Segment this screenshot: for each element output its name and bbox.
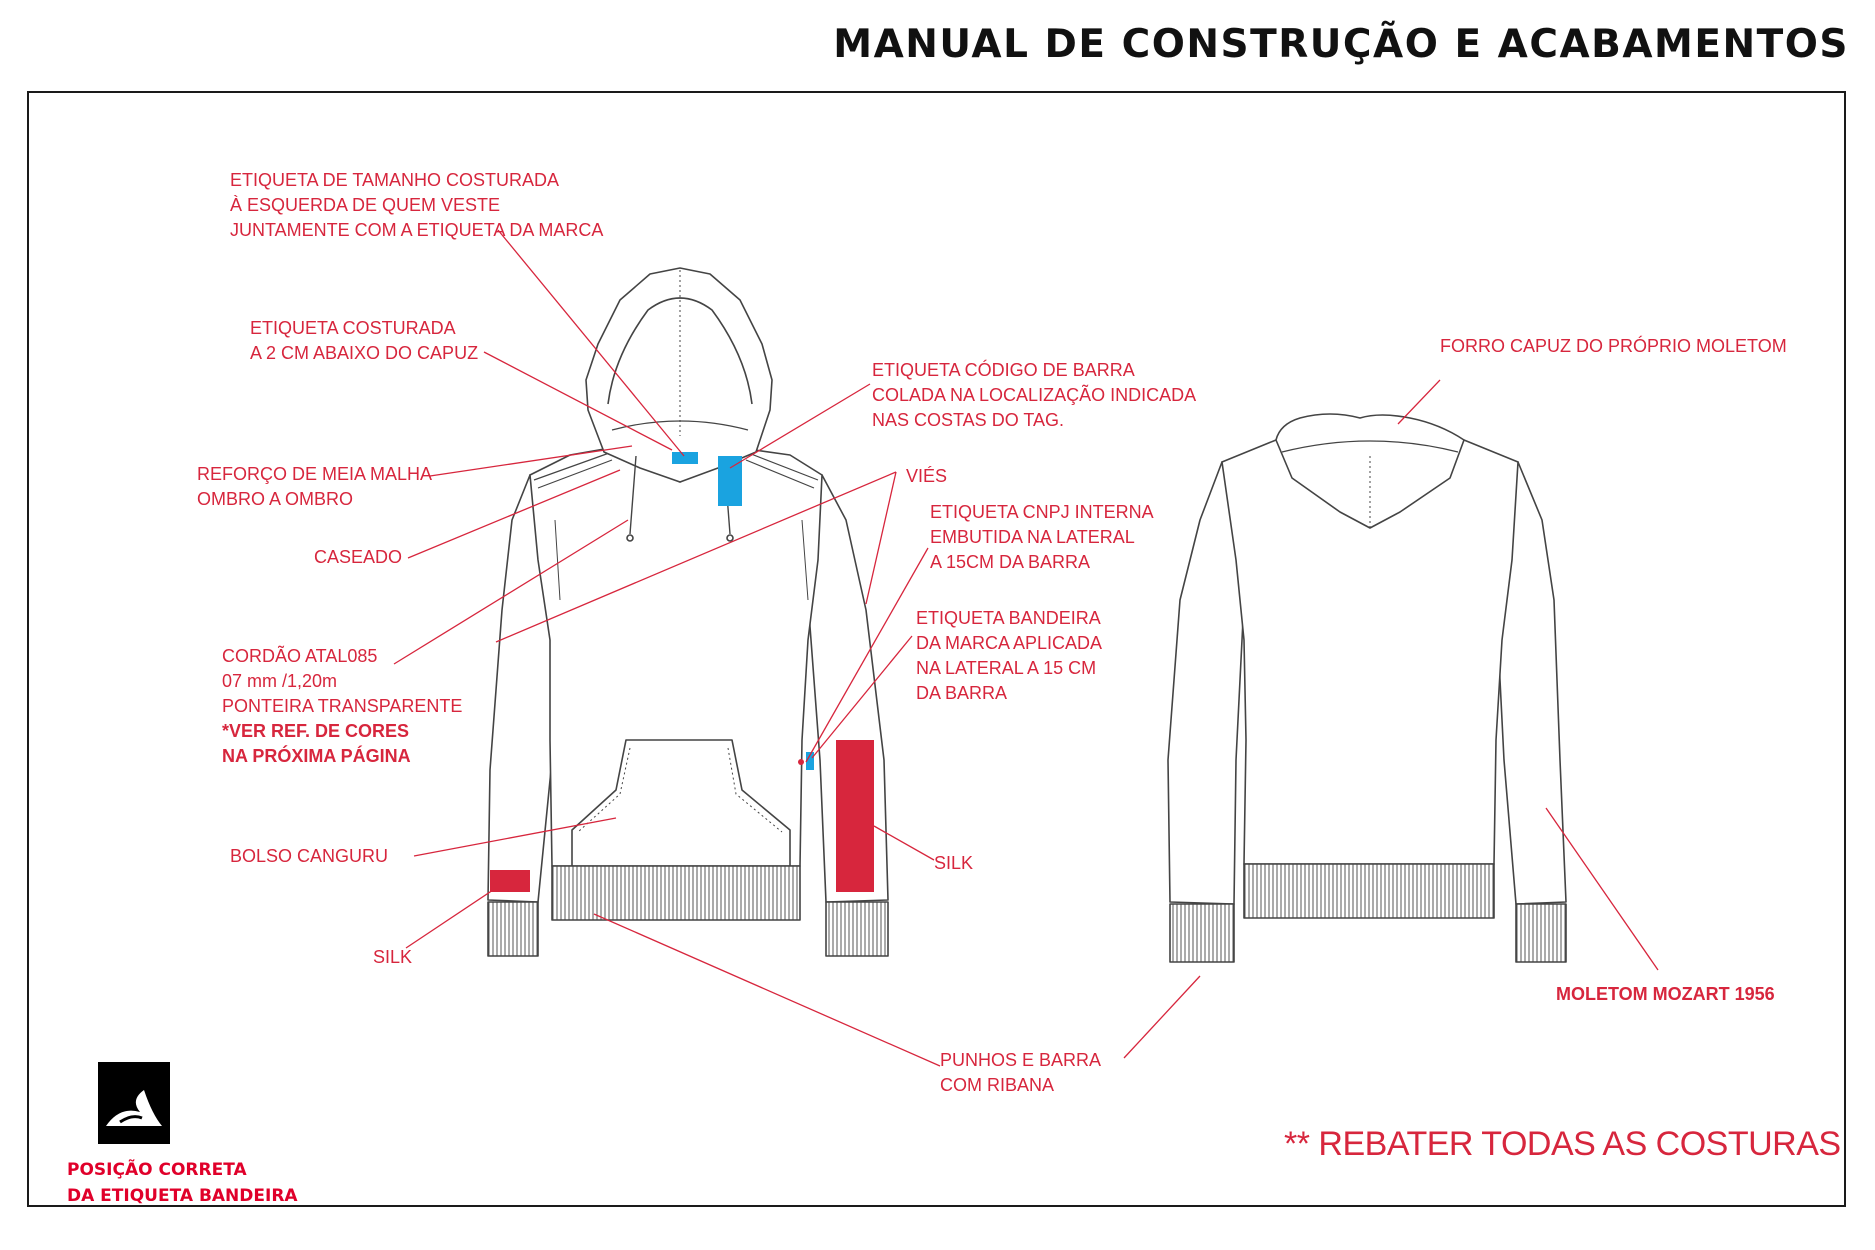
wave-mountain-logo-icon [98,1062,170,1144]
callout-kangaroo-pocket: BOLSO CANGURU [230,846,389,866]
back-hem-band [1244,864,1494,918]
callout-cnpj-label: ETIQUETA CNPJ INTERNA EMBUTIDA NA LATERAL A 15CM DA BARRA [930,502,1154,572]
callout-hood-lining: FORRO CAPUZ DO PRÓPRIO MOLETOM [1440,336,1787,356]
callout-drawcord: CORDÃO ATAL085 07 mm /1,20m PONTEIRA TRANSPARENTE *VER REF. DE CORES NA PRÓXIMA PÁGINA [222,646,463,766]
callout-silk-right: SILK [934,853,974,873]
callout-reinforcement: REFORÇO DE MEIA MALHA OMBRO A OMBRO [197,464,433,509]
callout-silk-left: SILK [373,947,413,967]
cnpj-label-marker [798,759,804,765]
callout-bias: VIÉS [906,466,948,486]
back-left-cuff [1170,904,1234,962]
back-view [1168,414,1566,962]
front-hem-band [552,866,800,920]
callout-flag-label: ETIQUETA BANDEIRA DA MARCA APLICADA NA LATERAL A 15 CM DA BARRA [916,608,1103,703]
silk-right-block [836,740,874,892]
front-right-cuff [826,902,888,956]
page-title: MANUAL DE CONSTRUÇÃO E ACABAMENTOS [833,22,1849,67]
front-view [488,268,888,956]
callout-cuffs-hem: PUNHOS E BARRA COM RIBANA [940,1050,1102,1095]
callout-size-label: ETIQUETA DE TAMANHO COSTURADA À ESQUERDA DE QUEM VESTE JUNTAMENTE COM A ETIQUETA DA MARCA [230,170,604,240]
front-left-cuff [488,902,538,956]
callout-fabric: MOLETOM MOZART 1956 [1556,984,1775,1004]
callout-barcode-label: ETIQUETA CÓDIGO DE BARRA COLADA NA LOCALIZAÇÃO INDICADA NAS COSTAS DO TAG. [872,360,1197,430]
size-label-marker [672,452,698,464]
callout-buttonhole: CASEADO [314,547,403,567]
callout-sewn-label: ETIQUETA COSTURADA A 2 CM ABAIXO DO CAPUZ [250,318,479,363]
seam-note: ** REBATER TODAS AS COSTURAS [1284,1125,1841,1163]
back-right-cuff [1516,904,1566,962]
flag-label-position-caption: POSIÇÃO CORRETA DA ETIQUETA BANDEIRA [67,1160,298,1206]
